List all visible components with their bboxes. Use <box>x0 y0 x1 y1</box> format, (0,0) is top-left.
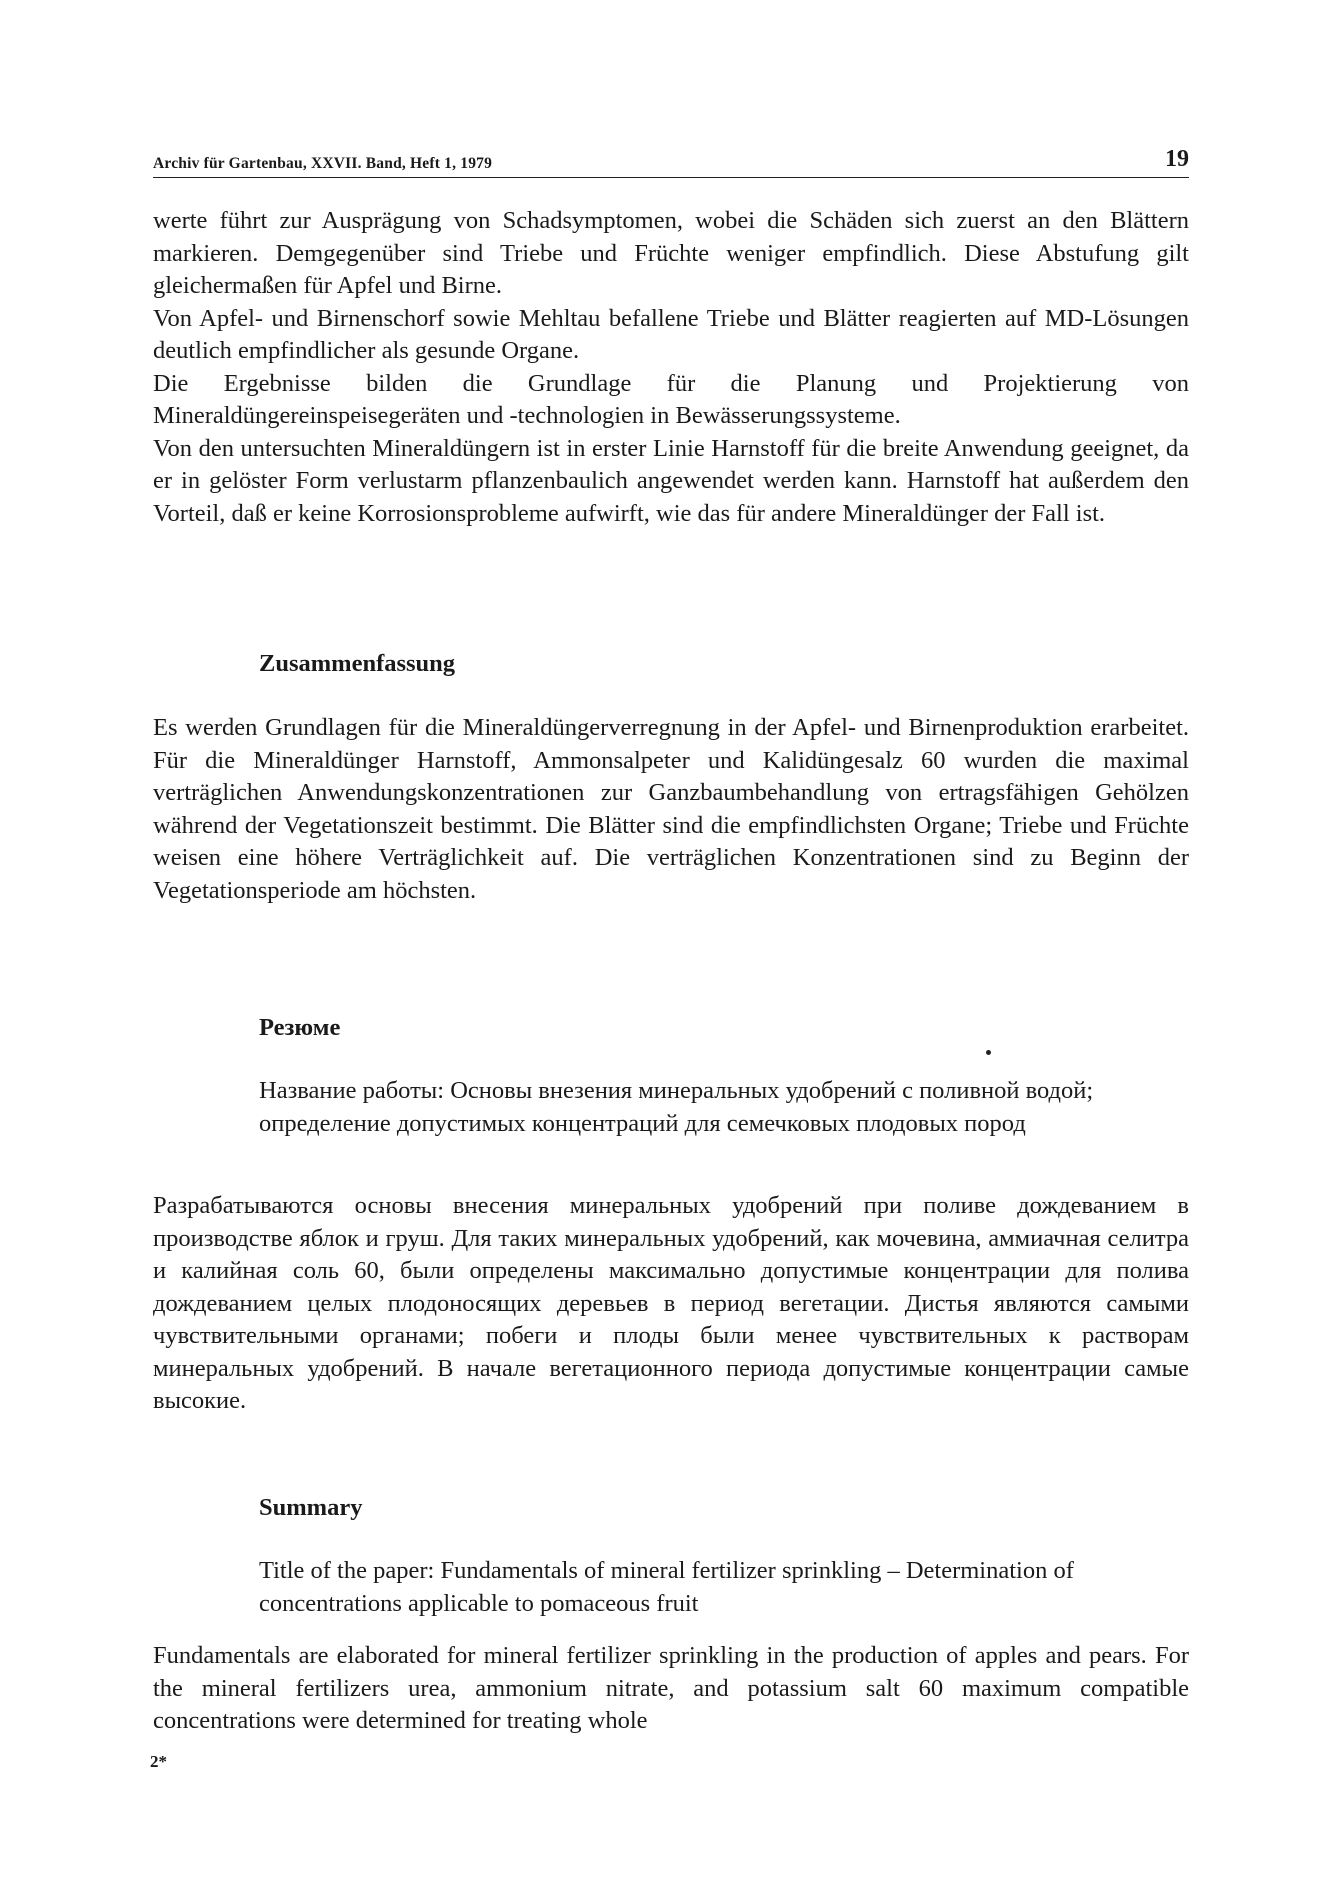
summary-title: Title of the paper: Fundamentals of mineral fertilizer sprinkling – Determination of concentrations applicable to pomaceous fruit <box>259 1557 1074 1617</box>
page-number: 19 <box>1165 146 1189 172</box>
intro-paragraph-1: werte führt zur Ausprägung von Schadsymptomen, wobei die Schäden sich zuerst an den Blättern markieren. Demgegenüber sind Triebe und Früchte weniger empfindlich. Diese Abstufung gilt gleichermaßen für Apfel und Birne. <box>153 207 1189 299</box>
summary-title-block <box>259 1555 1189 1620</box>
intro-paragraph-4: Von den untersuchten Mineraldüngern ist in erster Linie Harnstoff für die breite Anwendung geeignet, da er in gelöster Form verlustarm pflanzenbaulich angewendet werden kann. Harnstoff hat außerdem den Vorteil, daß er keine Korrosionsprobleme aufwirft, wie das für andere Mineraldünger der Fall ist. <box>153 434 1189 527</box>
zusammenfassung-section <box>153 712 1189 907</box>
resume-title: Название работы: Основы внезения минеральных удобрений с поливной водой; определение допустимых концентраций для семечковых плодовых пород <box>259 1077 1094 1137</box>
running-head: Archiv für Gartenbau, XXVII. Band, Heft 1, 1979 <box>153 155 493 172</box>
page-header <box>153 146 1189 178</box>
scan-speck <box>986 1050 991 1055</box>
resume-title-block <box>259 1075 1189 1140</box>
summary-heading: Summary <box>259 1494 363 1521</box>
summary-text: Fundamentals are elaborated for mineral fertilizer sprinkling in the production of apples and pears. For the mineral fertilizers urea, ammonium nitrate, and potassium salt 60 maximum compatible concentrations were determined for treating whole <box>153 1642 1189 1734</box>
intro-paragraph-2: Von Apfel- und Birnenschorf sowie Mehltau befallene Triebe und Blätter reagierten auf MD-Lösungen deutlich empfindlicher als gesunde Organe. <box>153 304 1189 364</box>
intro-section <box>153 205 1189 530</box>
zusammenfassung-heading: Zusammenfassung <box>259 650 456 677</box>
resume-text: Разрабатываются основы внесения минеральных удобрений при поливе дождеванием в производстве яблок и груш. Для таких минеральных удобрений, как мочевина, аммиачная селитра и калийная соль 60, были определены максимально допустимые концентрации для полива дождеванием целых плодоносящих деревьев в период вегетации. Дистья являются самыми чувствительными органами; побеги и плоды были менее чувствительных к растворам минеральных удобрений. В начале вегетационного периода допустимые концентрации самые высокие. <box>153 1192 1189 1414</box>
intro-paragraph-3: Die Ergebnisse bilden die Grundlage für die Planung und Projektierung von Mineraldüngereinspeisegeräten und -technologien in Bewässerungssysteme. <box>153 369 1189 429</box>
signature-mark: 2* <box>150 1752 167 1771</box>
resume-section <box>153 1190 1189 1418</box>
zusammenfassung-text: Es werden Grundlagen für die Mineraldüngerverregnung in der Apfel- und Birnenproduktion erarbeitet. Für die Mineraldünger Harnstoff, Ammonsalpeter und Kalidüngesalz 60 wurden die maximal verträglichen Anwendungskonzentrationen zur Ganzbaumbehandlung von ertragsfähigen Gehölzen während der Vegetationszeit bestimmt. Die Blätter sind die empfindlichsten Organe; Triebe und Früchte weisen eine höhere Verträglichkeit auf. Die verträglichen Konzentrationen sind zu Beginn der Vegetationsperiode am höchsten. <box>153 714 1189 904</box>
summary-section <box>153 1640 1189 1738</box>
resume-heading: Резюме <box>259 1014 341 1041</box>
